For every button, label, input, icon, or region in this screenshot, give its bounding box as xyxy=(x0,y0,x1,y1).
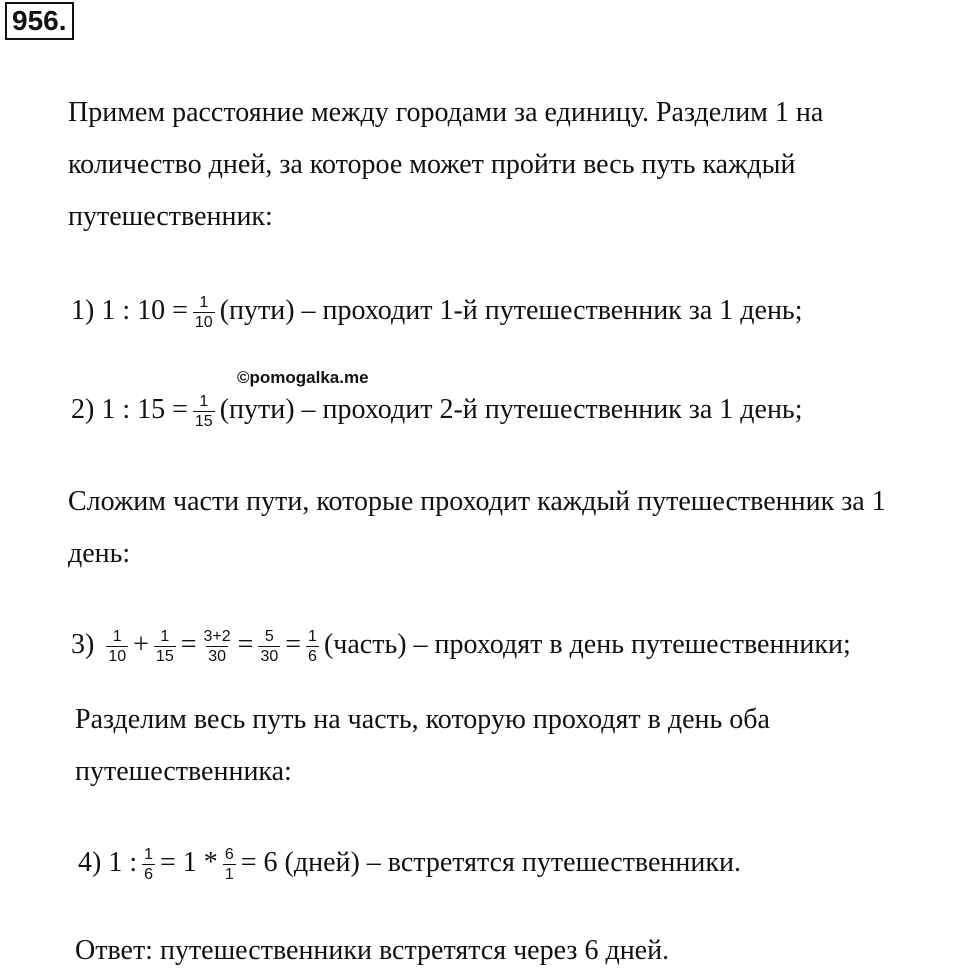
sum-intro-line-2: день: xyxy=(68,538,131,569)
equals-sign: = xyxy=(237,629,254,660)
fraction-denominator: 15 xyxy=(155,647,174,665)
plus-sign: + xyxy=(133,629,149,660)
watermark: ©pomogalka.me xyxy=(237,368,369,387)
answer: Ответ: путешественники встретятся через 6 дней. xyxy=(75,935,670,966)
fraction-numerator: 1 xyxy=(112,627,122,645)
fraction-denominator: 15 xyxy=(194,412,213,430)
fraction-1-6 xyxy=(306,628,319,666)
fraction-1-15 xyxy=(154,628,176,666)
intro-line-2: количество дней, за которое может пройти весь путь каждый xyxy=(68,149,796,180)
sum-intro-line-1: Сложим части пути, которые проходит каждый путешественник за 1 xyxy=(68,486,886,517)
step-1-suffix: (пути) – проходит 1-й путешественник за 1 день; xyxy=(219,295,803,326)
divide-intro-line-1: Разделим весь путь на часть, которую проходят в день оба xyxy=(75,704,770,735)
fraction-denominator: 6 xyxy=(308,647,317,665)
divide-intro-line-2: путешественника: xyxy=(75,756,292,787)
fraction-denominator: 30 xyxy=(208,647,226,665)
fraction-1-15 xyxy=(193,393,215,431)
fraction-numerator: 1 xyxy=(308,627,317,645)
problem-number: 956. xyxy=(5,2,74,40)
fraction-numerator: 3+2 xyxy=(203,627,231,645)
fraction-6-1 xyxy=(223,846,236,884)
fraction-numerator: 1 xyxy=(199,293,209,311)
fraction-denominator: 1 xyxy=(224,865,234,883)
step-3 xyxy=(68,627,854,666)
step-3-prefix: 3) xyxy=(71,629,95,660)
step-4-suffix: = 6 (дней) – встретятся путешественники. xyxy=(240,847,741,878)
equals-sign: = xyxy=(180,629,197,660)
intro-line-1: Примем расстояние между городами за единицу. Разделим 1 на xyxy=(68,97,824,128)
fraction-1-10 xyxy=(106,628,128,666)
fraction-1-6 xyxy=(142,846,155,884)
equals-sign: = xyxy=(285,629,302,660)
fraction-numerator: 1 xyxy=(160,627,170,645)
fraction-3plus2-30 xyxy=(202,628,233,666)
fraction-numerator: 1 xyxy=(144,845,154,863)
fraction-numerator: 6 xyxy=(224,845,234,863)
step-1-prefix: 1) 1 : 10 = xyxy=(71,295,188,326)
fraction-numerator: 1 xyxy=(199,392,209,410)
fraction-numerator: 5 xyxy=(264,627,274,645)
fraction-denominator: 30 xyxy=(260,647,279,665)
intro-line-3: путешественник: xyxy=(68,201,273,232)
fraction-denominator: 6 xyxy=(144,865,154,883)
step-2-suffix: (пути) – проходит 2-й путешественник за 1 день; xyxy=(219,394,803,425)
step-3-suffix: (часть) – проходят в день путешественники; xyxy=(323,629,851,660)
step-1 xyxy=(68,293,805,332)
step-2-prefix: 2) 1 : 15 = xyxy=(71,394,188,425)
fraction-1-10 xyxy=(193,294,215,332)
fraction-denominator: 10 xyxy=(108,647,127,665)
step-4-mid: = 1 * xyxy=(160,847,218,878)
fraction-5-30 xyxy=(258,628,280,666)
step-2 xyxy=(68,392,805,431)
step-4-prefix: 4) 1 : xyxy=(78,847,138,878)
step-4 xyxy=(75,845,744,884)
fraction-denominator: 10 xyxy=(194,313,213,331)
